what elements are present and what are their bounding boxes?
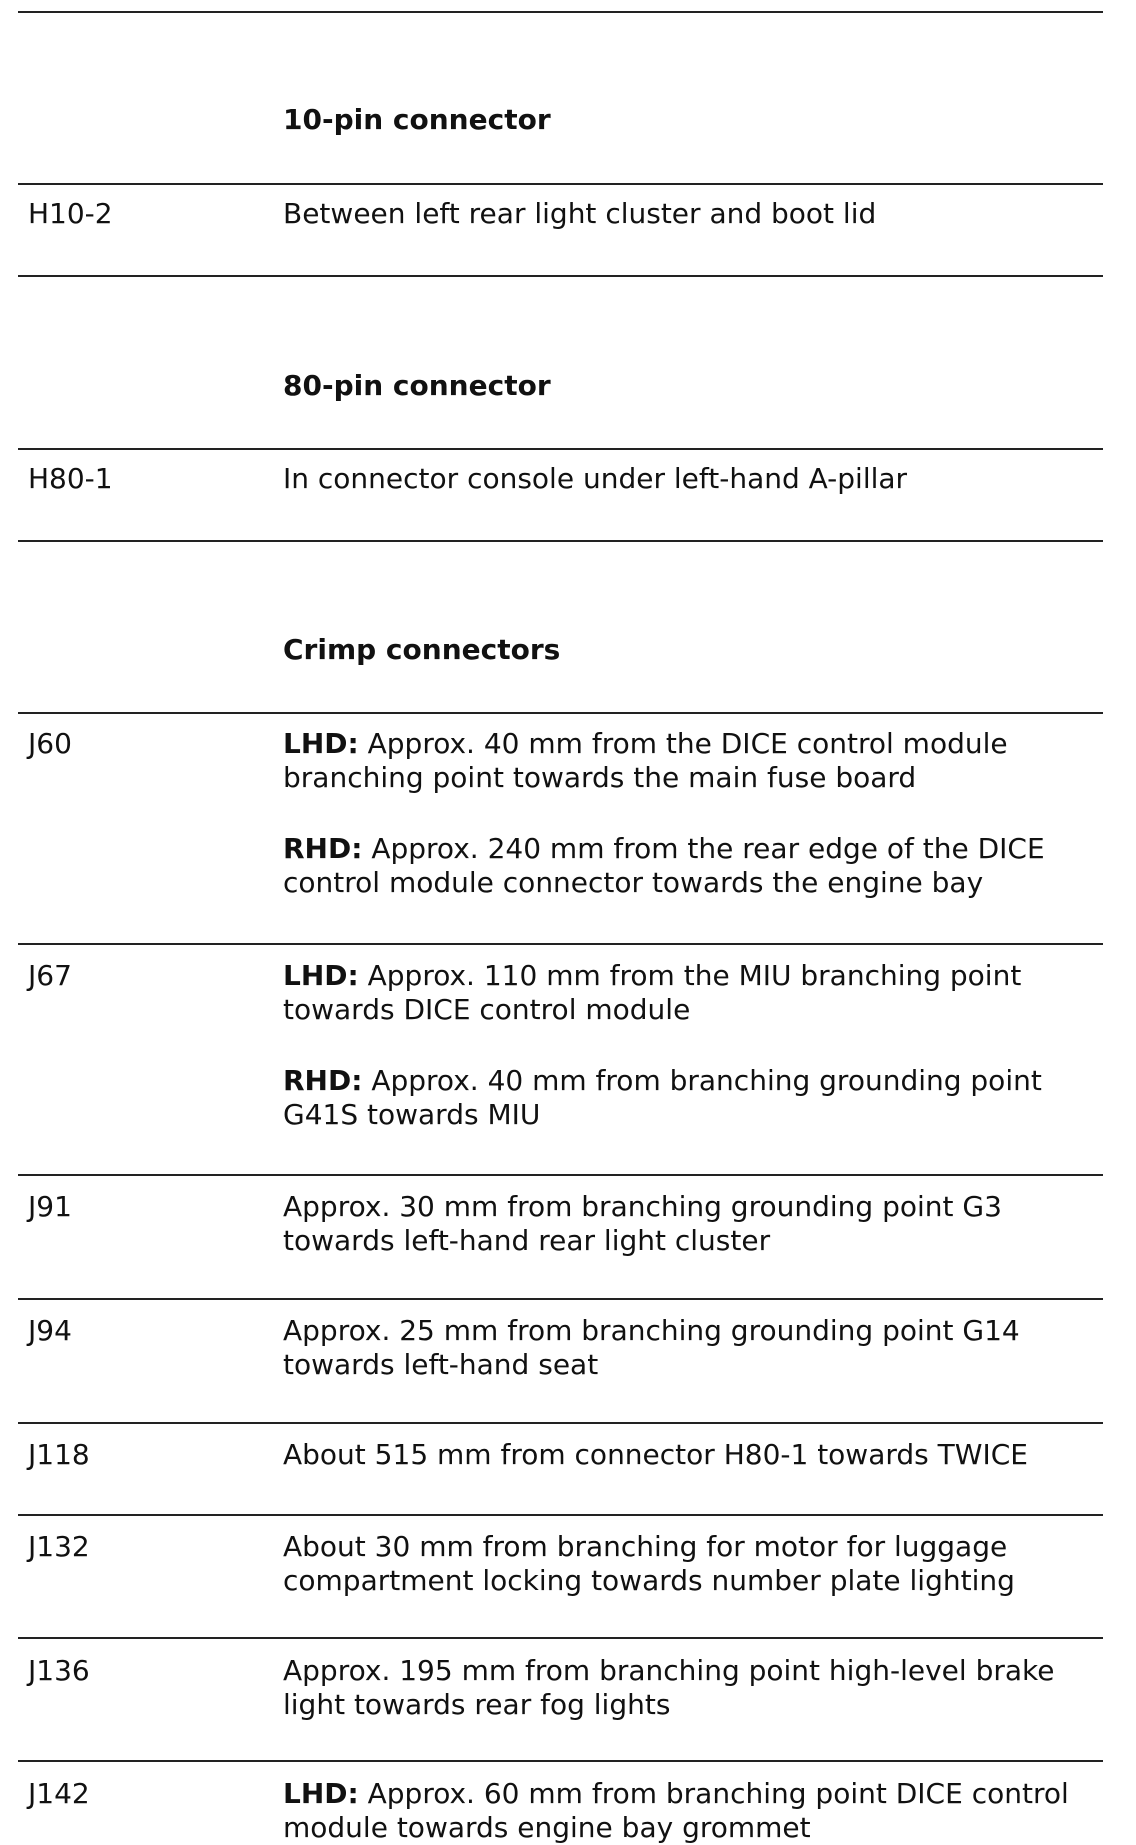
top-rule bbox=[18, 11, 1103, 13]
connector-location bbox=[283, 1777, 1103, 1845]
connector-code: J118 bbox=[28, 1438, 90, 1471]
connector-code: H10-2 bbox=[28, 197, 113, 230]
row-rule bbox=[18, 712, 1103, 714]
rhd-label: RHD: bbox=[283, 1064, 363, 1097]
row-rule bbox=[18, 1760, 1103, 1762]
lhd-label: LHD: bbox=[283, 1777, 359, 1810]
connector-code: J60 bbox=[28, 727, 72, 760]
connector-location bbox=[283, 727, 1103, 900]
connector-location bbox=[283, 959, 1103, 1132]
connector-location: About 30 mm from branching for motor for luggage compartment locking towards number plate lighting bbox=[283, 1530, 1015, 1597]
lhd-note bbox=[283, 727, 1103, 795]
connector-location: In connector console under left-hand A-pillar bbox=[283, 462, 908, 495]
row-rule bbox=[18, 1422, 1103, 1424]
row-rule bbox=[18, 943, 1103, 945]
rhd-text: Approx. 40 mm from branching grounding point G41S towards MIU bbox=[283, 1064, 1042, 1131]
rhd-text: Approx. 240 mm from the rear edge of the DICE control module connector towards the engine bay bbox=[283, 832, 1045, 899]
lhd-label: LHD: bbox=[283, 959, 359, 992]
section-heading-80-pin: 80-pin connector bbox=[283, 369, 551, 402]
connector-location: About 515 mm from connector H80-1 towards TWICE bbox=[283, 1438, 1028, 1471]
rhd-label: RHD: bbox=[283, 832, 363, 865]
lhd-label: LHD: bbox=[283, 727, 359, 760]
connector-location: Between left rear light cluster and boot lid bbox=[283, 197, 877, 230]
row-rule bbox=[18, 1298, 1103, 1300]
lhd-text: Approx. 60 mm from branching point DICE control module towards engine bay grommet bbox=[283, 1777, 1069, 1844]
rhd-note bbox=[283, 1064, 1103, 1132]
connector-code: H80-1 bbox=[28, 462, 113, 495]
row-rule bbox=[18, 1514, 1103, 1516]
connector-code: J132 bbox=[28, 1530, 90, 1563]
connector-location: Approx. 195 mm from branching point high-level brake light towards rear fog lights bbox=[283, 1654, 1055, 1721]
connector-location: Approx. 25 mm from branching grounding point G14 towards left-hand seat bbox=[283, 1314, 1020, 1381]
rhd-note bbox=[283, 832, 1103, 900]
lhd-note bbox=[283, 959, 1103, 1027]
row-rule bbox=[18, 1174, 1103, 1176]
connector-location: Approx. 30 mm from branching grounding point G3 towards left-hand rear light cluster bbox=[283, 1190, 1002, 1257]
connector-code: J91 bbox=[28, 1190, 72, 1223]
lhd-text: Approx. 40 mm from the DICE control module branching point towards the main fuse board bbox=[283, 727, 1008, 794]
row-rule bbox=[18, 1637, 1103, 1639]
connector-code: J94 bbox=[28, 1314, 72, 1347]
row-rule bbox=[18, 275, 1103, 277]
section-heading-crimp: Crimp connectors bbox=[283, 633, 561, 666]
row-rule bbox=[18, 183, 1103, 185]
row-rule bbox=[18, 540, 1103, 542]
connector-code: J136 bbox=[28, 1654, 90, 1687]
section-heading-10-pin: 10-pin connector bbox=[283, 103, 551, 136]
lhd-note bbox=[283, 1777, 1103, 1845]
connector-code: J142 bbox=[28, 1777, 90, 1810]
lhd-text: Approx. 110 mm from the MIU branching point towards DICE control module bbox=[283, 959, 1022, 1026]
connector-code: J67 bbox=[28, 959, 72, 992]
row-rule bbox=[18, 448, 1103, 450]
